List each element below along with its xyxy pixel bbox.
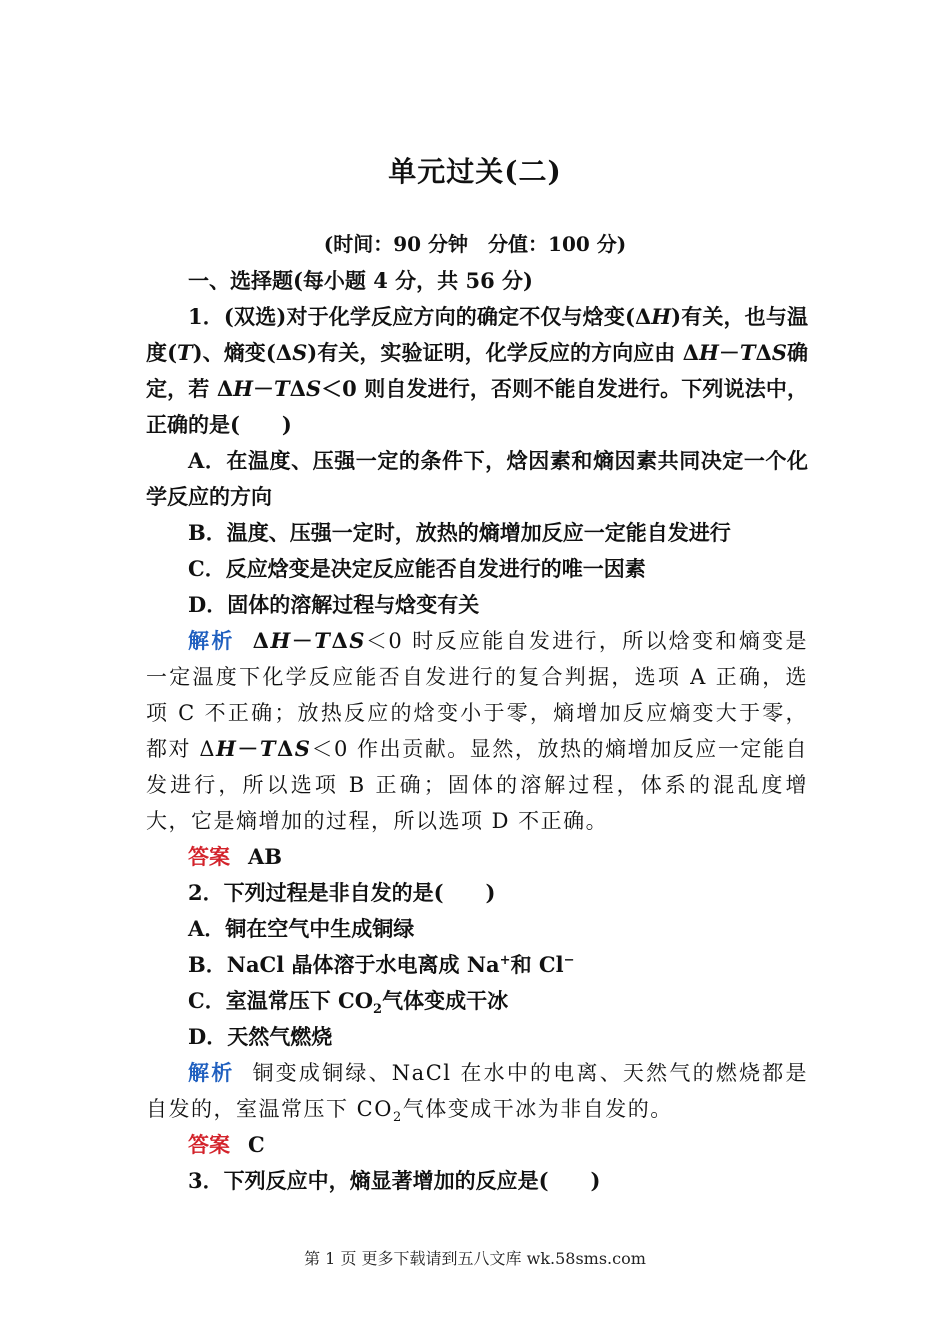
question-2-option-b: B．NaCl 晶体溶于水电离成 Na+和 Cl− xyxy=(188,952,575,977)
answer-label: 答案 xyxy=(188,844,230,869)
question-1-answer xyxy=(146,839,808,875)
answer-label: 答案 xyxy=(188,1132,230,1157)
question-2-stem: 2．下列过程是非自发的是( ) xyxy=(188,880,496,905)
question-1-option-a: A．在温度、压强一定的条件下，焓因素和熵因素共同决定一个化学反应的方向 xyxy=(146,448,808,509)
question-2-answer xyxy=(146,1127,808,1163)
question-1-stem: 1．(双选)对于化学反应方向的确定不仅与焓变(ΔH)有关，也与温度(T)、熵变(ΔS)有关，实验证明，化学反应的方向应由 ΔH－TΔS确定，若 ΔH－TΔS＜0 则自发进行，否则不能自发进行。下列说法中，正确的是( ) xyxy=(146,304,809,437)
question-2-option-c: C．室温常压下 $CO_2$气体变成干冰 xyxy=(188,988,509,1018)
question-1-option-d: D．固体的溶解过程与焓变有关 xyxy=(188,592,480,617)
question-1-option-b: B．温度、压强一定时，放热的熵增加反应一定能自发进行 xyxy=(188,520,731,545)
question-1-analysis: 解析 ΔH－TΔS＜0 时反应能自发进行，所以焓变和熵变是一定温度下化学反应能否自发进行的复合判据，选项 A 正确，选项 C 不正确；放热反应的焓变小于零，熵增加反应熵变大于零，都对 ΔH－TΔS＜0 作出贡献。显然，放热的熵增加反应一定能自发进行，所以选项 B 正确；固体的溶解过程，体系的混乱度增大，它是熵增加的过程，所以选项 D 不正确。 xyxy=(146,628,808,833)
question-2-analysis: 解析 铜变成铜绿、NaCl 在水中的电离、天然气的燃烧都是自发的，室温常压下 $CO_2$气体变成干冰为非自发的。 xyxy=(146,1060,808,1126)
question-3-stem: 3．下列反应中，熵显著增加的反应是( ) xyxy=(188,1168,601,1193)
question-2-option-a: A．铜在空气中生成铜绿 xyxy=(188,916,415,941)
document-body xyxy=(146,263,808,1199)
exam-meta: (时间：90 分钟 分值：100 分) xyxy=(323,232,627,256)
answer-value: C xyxy=(248,1132,265,1157)
analysis-label: 解析 xyxy=(188,628,235,653)
answer-value: AB xyxy=(248,844,283,869)
question-2-option-d: D．天然气燃烧 xyxy=(188,1024,333,1049)
page-footer: 第 1 页 更多下载请到五八文库 wk.58sms.com xyxy=(304,1249,646,1268)
question-1-option-c: C．反应焓变是决定反应能否自发进行的唯一因素 xyxy=(188,556,646,581)
section-heading: 一、选择题(每小题 4 分，共 56 分) xyxy=(188,268,533,293)
analysis-label: 解析 xyxy=(188,1060,235,1085)
document-title: 单元过关(二) xyxy=(388,155,562,188)
